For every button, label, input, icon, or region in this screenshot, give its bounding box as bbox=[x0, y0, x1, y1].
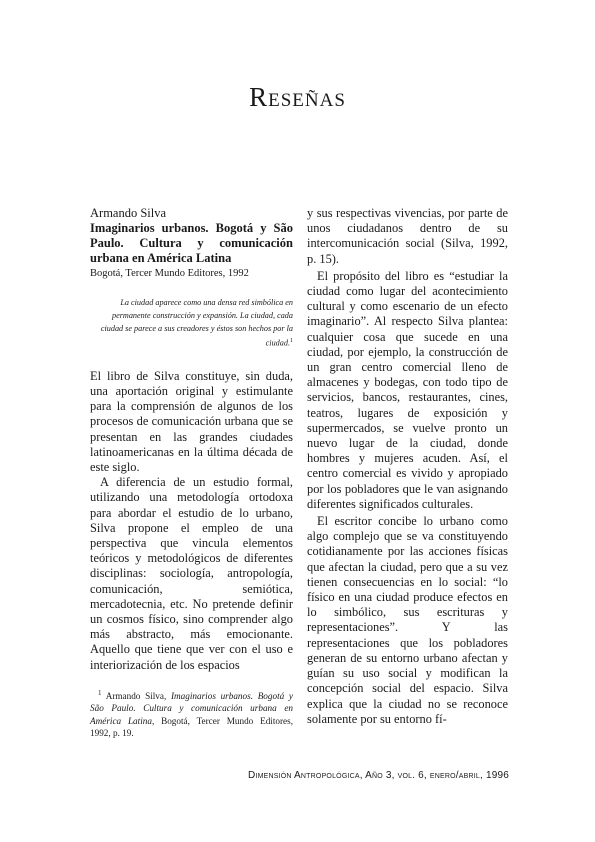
review-book-title: Imaginarios urbanos. Bogotá y São Paulo. Cultura y comunicación urbana en América Latina bbox=[90, 221, 293, 265]
right-paragraph-3: El escritor concibe lo urbano como algo complejo que se va constituyendo cotidianamente por las acciones físicas que afectan la ciudad, pero que a su vez tienen consecuencias en lo social: “lo físico en una ciudad produce efectos en lo simbólico, sus escrituras y representaciones”. Y las representaciones que los pobladores generan de su entorno urbano afectan y guían su uso social y modifican la concepción social del espacio. Silva explica que la ciudad no se reconoce solamente por su entorno fí- bbox=[307, 514, 508, 726]
right-paragraph-1: y sus respectivas vivencias, por parte de unos ciudadanos dentro de su intercomunicación social (Silva, 1992, p. 15). bbox=[307, 206, 508, 266]
footnote-author: Armando Silva, bbox=[105, 690, 167, 701]
left-body bbox=[90, 369, 293, 673]
left-paragraph-2: A diferencia de un estudio formal, utilizando una metodología ortodoxa para abordar el estudio de lo urbano, Silva propone el empleo de una perspectiva que vincula elementos teóricos y metodológicos de diferentes disciplinas: sociología, antropología, comunicación, semiótica, mercadotecnia, etc. No pretende definir un cosmos físico, sino comprender algo más abstracto, más emocionante. Aquello que tiene que ver con el uso e interiorización de los espacios bbox=[90, 475, 293, 672]
epigraph bbox=[90, 296, 293, 350]
footnote-rest: Bogotá, Tercer Mundo Editores, 1992, p. 19. bbox=[90, 715, 294, 739]
section-title: Reseñas bbox=[249, 82, 346, 112]
footnote bbox=[90, 687, 293, 740]
epigraph-text: La ciudad aparece como una densa red simbólica en permanente construcción y expansión. La ciudad, cada ciudad se parece a sus creadores y éstos son hechos por la ciudad. bbox=[100, 298, 293, 348]
review-publisher: Bogotá, Tercer Mundo Editores, 1992 bbox=[90, 268, 249, 279]
running-footer: Dimensión Antropológica, Año 3, vol. 6, enero/abril, 1996 bbox=[248, 770, 509, 781]
footnote-mark: 1 bbox=[98, 688, 102, 697]
right-paragraph-2: El propósito del libro es “estudiar la ciudad como lugar del acontecimiento cultural y como escenario de un efecto imaginario”. Al respecto Silva plantea: cualquier cosa que sucede en una ciudad, por ejemplo, la construcción de un gran centro comercial lleno de almacenes y bodegas, con todo tipo de servicios, bancos, restaurantes, cines, teatros, lugares de exposición y supermercados, se vuelve pronto un nuevo lugar de la ciudad, donde hombres y mujeres acuden. Así, el centro comercial es vivido y apropiado por los pobladores que le van asignando diferentes significados culturales. bbox=[307, 268, 508, 511]
footnote-title: Imaginarios urbanos. Bogotá y São Paulo. Cultura y comunicación urbana en América Latina, bbox=[90, 690, 294, 726]
epigraph-note-mark: 1 bbox=[290, 338, 293, 344]
left-column bbox=[90, 206, 293, 740]
right-column bbox=[307, 206, 508, 727]
left-paragraph-1: El libro de Silva constituye, sin duda, una aportación original y estimulante para la comprensión de algunos de los procesos de comunicación urbana que se presentan en las grandes ciudades latinoamericanas en la última década de este siglo. bbox=[90, 368, 293, 474]
review-author: Armando Silva bbox=[90, 206, 167, 220]
